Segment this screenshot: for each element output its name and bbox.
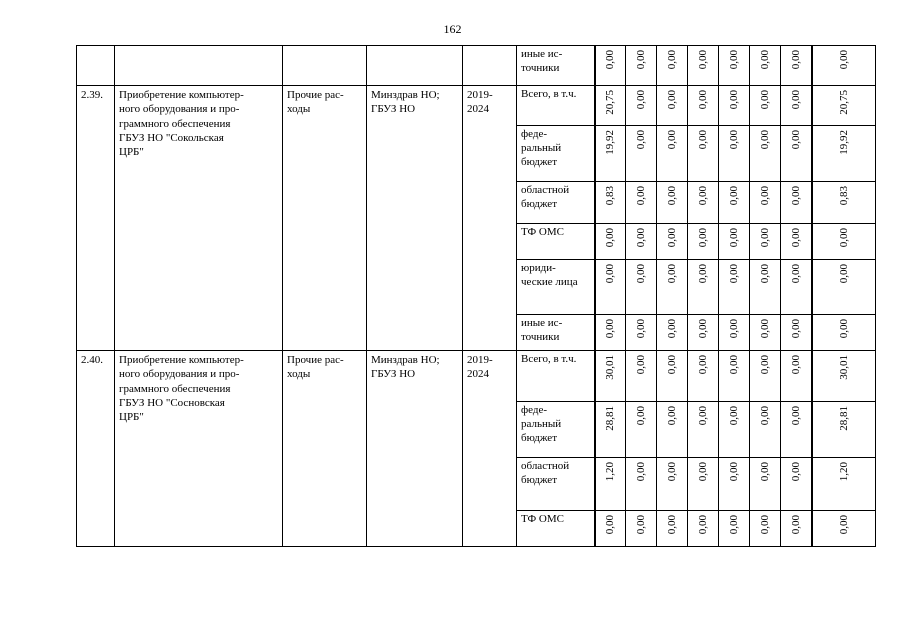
value-text: 0,00 xyxy=(665,319,678,339)
value-cell xyxy=(657,458,688,511)
value-text: 0,00 xyxy=(789,319,802,339)
value-cell xyxy=(750,86,781,126)
value-text: 0,00 xyxy=(665,186,678,206)
value-text: 0,00 xyxy=(789,130,802,150)
value-cell xyxy=(750,224,781,260)
value-text: 0,00 xyxy=(758,186,771,206)
value-cell xyxy=(657,46,688,86)
value-cell xyxy=(595,46,626,86)
value-text: 20,75 xyxy=(837,90,850,115)
value-cell xyxy=(595,351,626,402)
value-text: 30,01 xyxy=(837,355,850,380)
source-label: феде- ральный бюджет xyxy=(517,126,595,182)
value-text: 0,00 xyxy=(727,228,740,248)
value-cell-total xyxy=(812,182,876,224)
value-text: 0,00 xyxy=(727,462,740,482)
table-row xyxy=(77,351,876,402)
budget-table xyxy=(76,45,876,547)
table-row xyxy=(77,86,876,126)
value-text: 0,00 xyxy=(837,319,850,339)
value-cell-total xyxy=(812,126,876,182)
value-cell xyxy=(595,182,626,224)
value-cell xyxy=(688,260,719,315)
source-label: юриди- ческие лица xyxy=(517,260,595,315)
value-text: 0,00 xyxy=(634,186,647,206)
value-cell xyxy=(688,224,719,260)
value-text: 0,00 xyxy=(665,264,678,284)
source-label: феде- ральный бюджет xyxy=(517,402,595,458)
value-cell xyxy=(657,224,688,260)
value-text: 0,00 xyxy=(758,462,771,482)
value-cell xyxy=(595,224,626,260)
value-text: 0,00 xyxy=(758,355,771,375)
value-cell-total xyxy=(812,224,876,260)
item-number-empty xyxy=(77,46,115,86)
source-label: Всего, в т.ч. xyxy=(517,351,595,402)
value-cell-total xyxy=(812,260,876,315)
value-text: 0,00 xyxy=(665,130,678,150)
value-text: 0,00 xyxy=(727,264,740,284)
value-text: 0,00 xyxy=(604,264,617,284)
value-text: 0,00 xyxy=(634,406,647,426)
value-text: 0,00 xyxy=(665,50,678,70)
value-text: 1,20 xyxy=(837,462,850,482)
value-text: 0,00 xyxy=(789,90,802,110)
value-cell xyxy=(781,402,812,458)
value-text: 0,00 xyxy=(634,130,647,150)
value-text: 0,00 xyxy=(789,406,802,426)
source-label: иные ис- точники xyxy=(517,46,595,86)
value-cell xyxy=(750,351,781,402)
period-empty xyxy=(463,46,517,86)
value-text: 0,83 xyxy=(837,186,850,206)
value-cell xyxy=(688,351,719,402)
value-cell xyxy=(719,224,750,260)
value-cell xyxy=(781,351,812,402)
value-text: 0,00 xyxy=(758,50,771,70)
value-cell xyxy=(626,458,657,511)
value-text: 0,00 xyxy=(789,228,802,248)
value-text: 0,00 xyxy=(837,264,850,284)
value-cell xyxy=(688,315,719,351)
value-text: 0,00 xyxy=(727,515,740,535)
value-text: 28,81 xyxy=(837,406,850,431)
value-cell xyxy=(595,511,626,547)
value-cell xyxy=(595,315,626,351)
value-text: 0,00 xyxy=(696,406,709,426)
value-cell-total xyxy=(812,351,876,402)
value-text: 0,00 xyxy=(758,264,771,284)
value-text: 0,00 xyxy=(696,462,709,482)
value-text: 0,00 xyxy=(634,264,647,284)
source-label: областной бюджет xyxy=(517,182,595,224)
value-cell xyxy=(688,46,719,86)
value-cell xyxy=(657,260,688,315)
value-text: 28,81 xyxy=(604,406,617,431)
value-cell xyxy=(781,182,812,224)
value-text: 0,00 xyxy=(837,50,850,70)
value-cell xyxy=(719,511,750,547)
value-cell xyxy=(781,126,812,182)
value-cell xyxy=(595,126,626,182)
value-cell xyxy=(626,315,657,351)
value-text: 0,00 xyxy=(696,186,709,206)
value-text: 19,92 xyxy=(604,130,617,155)
source-label: Всего, в т.ч. xyxy=(517,86,595,126)
item-name: Приобретение компьютер- ного оборудования и про- граммного обеспечения ГБУЗ НО "Сосновская ЦРБ" xyxy=(115,351,283,547)
value-cell xyxy=(688,182,719,224)
value-cell xyxy=(781,260,812,315)
value-text: 0,00 xyxy=(789,462,802,482)
expense-type: Прочие рас- ходы xyxy=(283,86,367,351)
value-text: 0,00 xyxy=(634,319,647,339)
value-text: 0,00 xyxy=(789,355,802,375)
value-text: 0,00 xyxy=(696,355,709,375)
value-cell xyxy=(719,46,750,86)
value-text: 0,00 xyxy=(727,355,740,375)
value-cell xyxy=(719,86,750,126)
value-text: 0,00 xyxy=(696,90,709,110)
value-cell xyxy=(781,46,812,86)
period: 2019- 2024 xyxy=(463,351,517,547)
value-cell xyxy=(626,351,657,402)
value-text: 0,00 xyxy=(837,515,850,535)
executor-empty xyxy=(367,46,463,86)
value-text: 0,00 xyxy=(727,319,740,339)
value-text: 0,00 xyxy=(789,50,802,70)
value-cell xyxy=(688,126,719,182)
value-text: 0,00 xyxy=(727,90,740,110)
value-cell xyxy=(626,46,657,86)
value-cell xyxy=(719,458,750,511)
value-cell xyxy=(781,224,812,260)
value-cell xyxy=(719,260,750,315)
value-cell xyxy=(626,224,657,260)
value-text: 0,00 xyxy=(665,462,678,482)
value-cell xyxy=(657,126,688,182)
value-cell xyxy=(595,86,626,126)
page-number: 162 xyxy=(443,22,462,36)
value-text: 0,00 xyxy=(634,228,647,248)
value-cell xyxy=(719,402,750,458)
source-label: областной бюджет xyxy=(517,458,595,511)
value-cell xyxy=(750,260,781,315)
value-text: 0,00 xyxy=(758,90,771,110)
value-cell-total xyxy=(812,315,876,351)
value-text: 0,00 xyxy=(665,515,678,535)
value-text: 0,00 xyxy=(789,264,802,284)
source-label: иные ис- точники xyxy=(517,315,595,351)
value-cell xyxy=(719,126,750,182)
value-cell xyxy=(781,315,812,351)
value-cell xyxy=(595,402,626,458)
value-text: 0,00 xyxy=(634,50,647,70)
value-text: 0,00 xyxy=(634,462,647,482)
value-cell xyxy=(657,402,688,458)
value-cell xyxy=(595,458,626,511)
value-cell xyxy=(626,402,657,458)
value-cell xyxy=(626,260,657,315)
value-text: 0,00 xyxy=(758,319,771,339)
value-text: 0,00 xyxy=(665,355,678,375)
value-text: 0,00 xyxy=(727,406,740,426)
value-cell xyxy=(781,511,812,547)
value-text: 0,00 xyxy=(696,228,709,248)
value-cell xyxy=(657,86,688,126)
value-text: 0,00 xyxy=(789,186,802,206)
value-text: 1,20 xyxy=(604,462,617,482)
expense-type: Прочие рас- ходы xyxy=(283,351,367,547)
value-text: 0,00 xyxy=(758,406,771,426)
executor: Минздрав НО; ГБУЗ НО xyxy=(367,351,463,547)
value-cell-total xyxy=(812,458,876,511)
item-name: Приобретение компьютер- ного оборудования и про- граммного обеспечения ГБУЗ НО "Сокольская ЦРБ" xyxy=(115,86,283,351)
value-cell xyxy=(688,402,719,458)
value-cell-total xyxy=(812,46,876,86)
value-text: 0,00 xyxy=(665,228,678,248)
source-label: ТФ ОМС xyxy=(517,224,595,260)
executor: Минздрав НО; ГБУЗ НО xyxy=(367,86,463,351)
value-cell-total xyxy=(812,511,876,547)
value-cell-total xyxy=(812,402,876,458)
value-cell xyxy=(719,182,750,224)
value-cell xyxy=(626,126,657,182)
item-number: 2.39. xyxy=(77,86,115,351)
value-cell xyxy=(657,315,688,351)
value-text: 30,01 xyxy=(604,355,617,380)
value-cell xyxy=(688,86,719,126)
value-text: 0,00 xyxy=(604,515,617,535)
value-cell xyxy=(781,458,812,511)
value-cell xyxy=(719,351,750,402)
value-text: 0,00 xyxy=(758,228,771,248)
value-text: 19,92 xyxy=(837,130,850,155)
value-cell xyxy=(595,260,626,315)
value-cell xyxy=(657,351,688,402)
value-cell xyxy=(781,86,812,126)
value-text: 0,00 xyxy=(604,50,617,70)
value-cell xyxy=(719,315,750,351)
value-text: 0,00 xyxy=(696,264,709,284)
value-cell xyxy=(626,511,657,547)
value-text: 0,00 xyxy=(665,90,678,110)
value-cell xyxy=(750,46,781,86)
value-text: 0,00 xyxy=(727,186,740,206)
value-cell xyxy=(657,511,688,547)
value-text: 0,00 xyxy=(634,515,647,535)
value-cell xyxy=(750,511,781,547)
period: 2019- 2024 xyxy=(463,86,517,351)
value-cell xyxy=(688,511,719,547)
value-text: 0,00 xyxy=(789,515,802,535)
value-text: 0,00 xyxy=(696,515,709,535)
value-cell xyxy=(626,182,657,224)
value-cell xyxy=(657,182,688,224)
value-cell xyxy=(750,315,781,351)
value-cell xyxy=(626,86,657,126)
source-label: ТФ ОМС xyxy=(517,511,595,547)
item-name-empty xyxy=(115,46,283,86)
value-text: 0,00 xyxy=(696,319,709,339)
value-text: 0,00 xyxy=(727,130,740,150)
value-text: 0,00 xyxy=(604,228,617,248)
value-text: 0,00 xyxy=(758,130,771,150)
value-cell xyxy=(750,126,781,182)
value-text: 0,00 xyxy=(634,355,647,375)
value-text: 0,00 xyxy=(696,50,709,70)
value-text: 0,83 xyxy=(604,186,617,206)
value-cell xyxy=(750,182,781,224)
value-text: 0,00 xyxy=(696,130,709,150)
value-cell xyxy=(750,458,781,511)
value-text: 0,00 xyxy=(604,319,617,339)
value-text: 0,00 xyxy=(665,406,678,426)
item-number: 2.40. xyxy=(77,351,115,547)
value-text: 0,00 xyxy=(758,515,771,535)
value-cell xyxy=(750,402,781,458)
table-row xyxy=(77,46,876,86)
value-text: 0,00 xyxy=(634,90,647,110)
value-cell-total xyxy=(812,86,876,126)
value-cell xyxy=(688,458,719,511)
value-text: 0,00 xyxy=(727,50,740,70)
expense-type-empty xyxy=(283,46,367,86)
value-text: 20,75 xyxy=(604,90,617,115)
value-text: 0,00 xyxy=(837,228,850,248)
